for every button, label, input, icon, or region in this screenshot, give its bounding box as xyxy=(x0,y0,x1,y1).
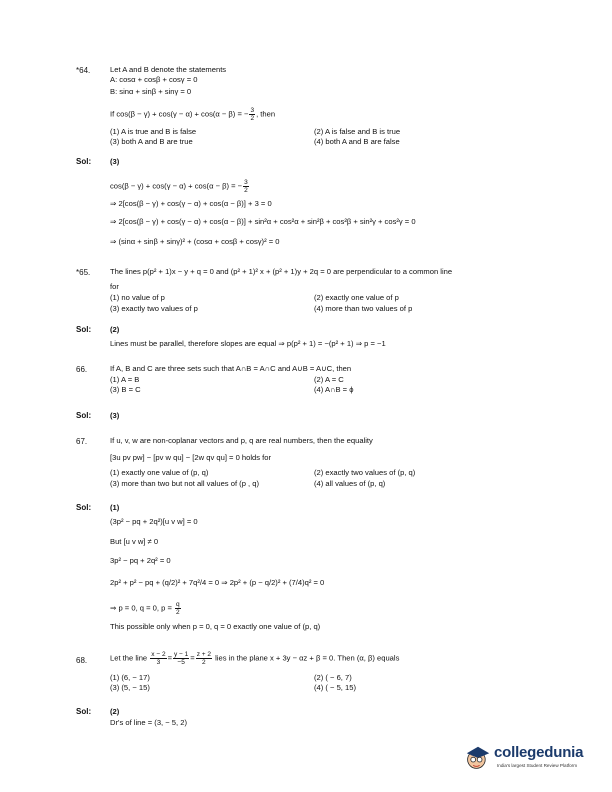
option-3: (3) (5, − 15) xyxy=(110,683,150,692)
solution-label: Sol: xyxy=(76,503,92,512)
option-4: (4) more than two values of p xyxy=(314,304,413,313)
solution-label: Sol: xyxy=(76,325,92,334)
option-4: (4) ( − 5, 15) xyxy=(314,683,356,692)
fraction-numerator: 3 xyxy=(244,179,248,186)
question-text: The lines p(p² + 1)x − y + q = 0 and (p² + 1)² x + (p² + 1)y + 2q = 0 are perpendicular to a common line xyxy=(110,267,453,276)
statement-a: A: cosα + cosβ + cosγ = 0 xyxy=(110,75,198,84)
fraction-denominator: −5 xyxy=(177,659,185,666)
fraction-numerator: q xyxy=(176,601,180,608)
brand-tagline: India's largest Student Review Platform xyxy=(497,763,578,768)
question-text: If u, v, w are non-coplanar vectors and p, q are real numbers, then the equality xyxy=(110,436,373,445)
question-number: *64. xyxy=(76,66,91,75)
condition xyxy=(110,107,275,122)
option-2: (2) exactly one value of p xyxy=(314,293,399,302)
fraction-numerator: y − 1 xyxy=(174,651,189,658)
option-1: (1) A = B xyxy=(110,375,140,384)
answer: (1) xyxy=(110,503,120,512)
option-3: (3) more than two but not all values of (p , q) xyxy=(110,479,259,488)
question-text: Let the line $\frac{x - 2}{3}$ = $\frac{y - 1}{-5}$ = $\frac{z + 2}{2}$ lies in the plane x + 3y − αz + β = 0. Then (α, β) equals xyxy=(110,651,400,666)
solution-label: Sol: xyxy=(76,157,92,166)
brand-name: collegedunia xyxy=(494,744,584,761)
option-4: (4) both A and B are false xyxy=(314,137,400,146)
option-4: (4) all values of (p, q) xyxy=(314,479,386,488)
line-suffix: lies in the plane x + 3y − αz + β = 0. Then (α, β) equals xyxy=(215,653,400,663)
option-4: (4) A∩B = ϕ xyxy=(314,385,354,394)
equality: [3u pv pw] − [pv w qu] − [2w qv qu] = 0 holds for xyxy=(110,453,272,462)
condition-tail: , then xyxy=(256,109,276,119)
statement-b: B: sinα + sinβ + sinγ = 0 xyxy=(110,87,192,96)
answer: (2) xyxy=(110,325,120,334)
option-1: (1) exactly one value of (p, q) xyxy=(110,468,209,477)
solution-step xyxy=(110,179,250,194)
fraction-denominator: 2 xyxy=(202,659,206,666)
fraction-denominator: 2 xyxy=(250,115,255,122)
option-2: (2) exactly two values of (p, q) xyxy=(314,468,416,477)
option-3: (3) exactly two values of p xyxy=(110,304,198,313)
fraction-denominator: 2 xyxy=(176,609,180,616)
question-number: 67. xyxy=(76,437,88,446)
solution-step: (3p² − pq + 2q²)[u v w] = 0 xyxy=(110,517,198,526)
mascot-icon xyxy=(462,740,494,776)
fraction-numerator: x − 2 xyxy=(151,651,166,658)
option-1: (1) (6, − 17) xyxy=(110,673,150,682)
step-lhs: cos(β − γ) + cos(γ − α) + cos(α − β) = − xyxy=(110,181,243,191)
fraction xyxy=(150,651,166,666)
solution-step: Dr's of line = (3, − 5, 2) xyxy=(110,718,187,727)
option-3: (3) both A and B are true xyxy=(110,137,193,146)
option-2: (2) A is false and B is true xyxy=(314,127,401,136)
fraction xyxy=(175,601,181,616)
line-prefix: Let the line xyxy=(110,653,148,663)
fraction-denominator: 3 xyxy=(156,659,161,666)
fraction xyxy=(173,651,189,666)
solution-label: Sol: xyxy=(76,411,92,420)
solution-step: Lines must be parallel, therefore slopes are equal ⇒ p(p² + 1) = −(p² + 1) ⇒ p = −1 xyxy=(110,339,386,348)
fraction xyxy=(249,107,255,122)
step-lhs: ⇒ p = 0, q = 0, p = xyxy=(110,603,174,613)
solution-step xyxy=(110,601,182,616)
solution-step: 3p² − pq + 2q² = 0 xyxy=(110,556,171,565)
fraction xyxy=(196,651,212,666)
option-2: (2) A = C xyxy=(314,375,344,384)
option-2: (2) ( − 6, 7) xyxy=(314,673,352,682)
option-1: (1) no value of p xyxy=(110,293,165,302)
solution-step: ⇒ (sinα + sinβ + sinγ)² + (cosα + cosβ + cosγ)² = 0 xyxy=(110,237,280,246)
question-number: 68. xyxy=(76,656,88,665)
solution-step: ⇒ 2[cos(β − γ) + cos(γ − α) + cos(α − β)] + 3 = 0 xyxy=(110,199,272,208)
solution-step: 2p² + p² − pq + (q/2)² + 7q²/4 = 0 ⇒ 2p² + (p − q/2)² + (7/4)q² = 0 xyxy=(110,578,325,587)
question-text: for xyxy=(110,282,119,291)
fraction-numerator: 3 xyxy=(250,107,255,114)
fraction-denominator: 2 xyxy=(244,187,248,194)
question-number: *65. xyxy=(76,268,91,277)
fraction xyxy=(243,179,249,194)
question-text: Let A and B denote the statements xyxy=(110,65,227,74)
question-number: 66. xyxy=(76,365,88,374)
option-1: (1) A is true and B is false xyxy=(110,127,197,136)
answer: (3) xyxy=(110,411,120,420)
solution-label: Sol: xyxy=(76,707,92,716)
question-text: If A, B and C are three sets such that A∩B = A∩C and A∪B = A∪C, then xyxy=(110,364,352,373)
option-3: (3) B = C xyxy=(110,385,141,394)
answer: (3) xyxy=(110,157,120,166)
solution-step: This possible only when p = 0, q = 0 exactly one value of (p, q) xyxy=(110,622,321,631)
solution-step: But [u v w] ≠ 0 xyxy=(110,537,159,546)
solution-step: ⇒ 2[cos(β − γ) + cos(γ − α) + cos(α − β)] + sin²α + cos²α + sin²β + cos²β + sin²γ + cos²γ = 0 xyxy=(110,217,416,226)
condition-lhs: If cos(β − γ) + cos(γ − α) + cos(α − β) = − xyxy=(110,109,249,119)
answer: (2) xyxy=(110,707,120,716)
fraction-numerator: z + 2 xyxy=(196,651,211,658)
